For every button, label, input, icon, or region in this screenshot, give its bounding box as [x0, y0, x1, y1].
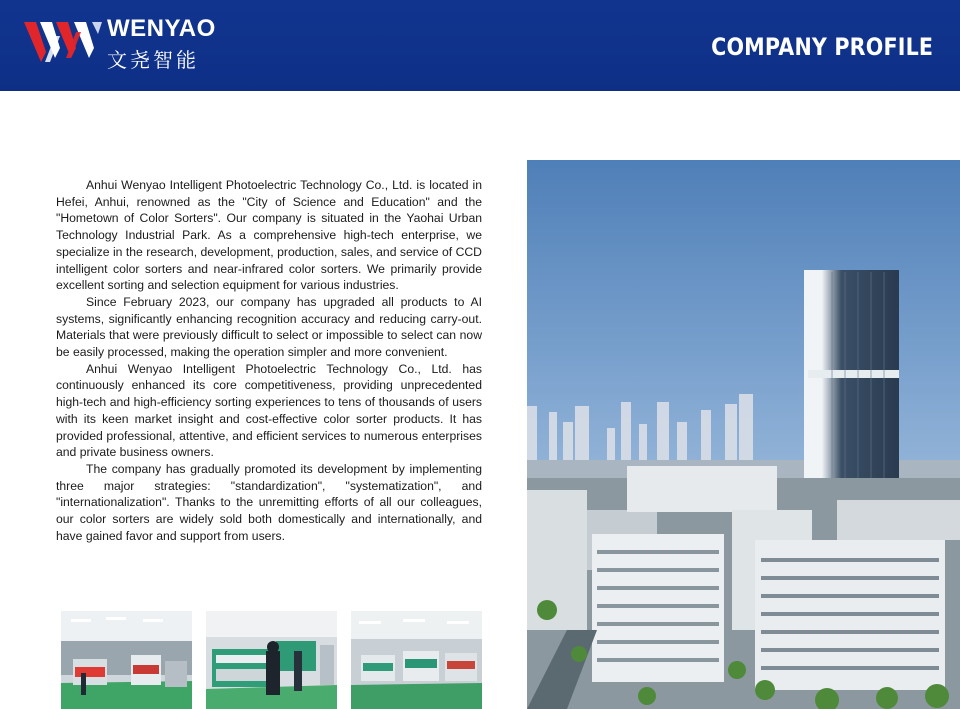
profile-paragraph: Since February 2023, our company has upgraded all products to AI systems, significantly enhancing recognition accuracy and reducing carry-out. Materials that were previously difficult to select or impossible to select can now be easily processed, making the operation simpler and more convenient. — [56, 294, 482, 360]
wenyao-logo-icon — [22, 18, 104, 68]
header-bar — [0, 0, 960, 91]
brand-name: WENYAO — [107, 15, 216, 42]
brand-name-chinese: 文尧智能 — [107, 48, 199, 72]
page-title: COMPANY PROFILE — [710, 33, 933, 61]
factory-floor-photo — [61, 611, 192, 709]
color-sorter-assembly-photo — [206, 611, 337, 709]
company-headquarters-building-photo — [527, 160, 960, 709]
profile-paragraph: Anhui Wenyao Intelligent Photoelectric Technology Co., Ltd. has continuously enhanced its core competitiveness, providing unprecedented high-tech and high-efficiency sorting experiences to tens of thousands of users with its keen market insight and cost-effective color sorter products. It has provided professional, attentive, and efficient services to numerous enterprises and private business owners. — [56, 361, 482, 460]
profile-paragraph: The company has gradually promoted its development by implementing three major strategies: "standardization", "systematization", and "internationalization". Thanks to the unremitting efforts of all our colleagues, our color sorters are widely sold both domestically and internationally, and have gained favor and support from users. — [56, 461, 482, 543]
profile-paragraph: Anhui Wenyao Intelligent Photoelectric Technology Co., Ltd. is located in Hefei, Anhui, renowned as the "City of Science and Education" and the "Hometown of Color Sorters". Our company is situated in the Yaohai Urban Technology Industrial Park. As a comprehensive high-tech enterprise, we specialize in the research, development, production, sales, and service of CCD intelligent color sorters and near-infrared color sorters. We primarily provide excellent sorting and selection equipment for various industries. — [56, 178, 482, 293]
company-profile-text — [56, 177, 482, 544]
production-line-photo — [351, 611, 482, 709]
